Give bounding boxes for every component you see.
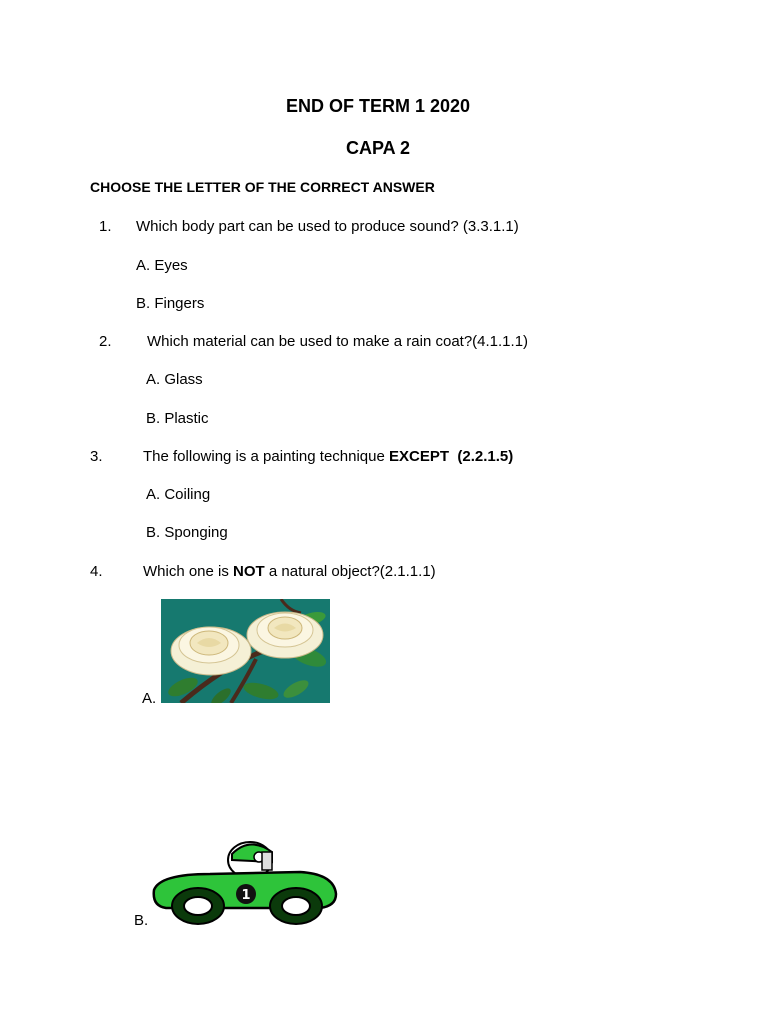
question-text: Which material can be used to make a rain coat?(4.1.1.1)	[147, 333, 529, 350]
roses-image	[161, 599, 330, 703]
question-text-part: a natural object?(2.1.1.1)	[264, 563, 436, 580]
race-car-image	[150, 838, 338, 926]
question-number: 4.	[90, 563, 103, 580]
option-a: A. Coiling	[146, 486, 211, 503]
emphasis-not: NOT	[233, 563, 265, 580]
option-a: A. Eyes	[136, 257, 188, 274]
page-title: END OF TERM 1 2020	[285, 96, 471, 116]
question-text	[143, 448, 513, 465]
page-subtitle: CAPA 2	[345, 138, 410, 158]
option-b: B.	[134, 912, 149, 929]
question-number: 1.	[99, 218, 112, 235]
wheel-rear	[270, 888, 322, 924]
question-text	[143, 563, 436, 580]
question-code: (2.2.1.5)	[457, 448, 514, 465]
question-number: 2.	[99, 333, 112, 350]
question-text-part: Which one is	[143, 563, 234, 580]
rose-left	[171, 627, 251, 675]
instructions-heading: CHOOSE THE LETTER OF THE CORRECT ANSWER	[90, 179, 435, 195]
option-b: B. Plastic	[146, 410, 209, 427]
wheel-front	[172, 888, 224, 924]
svg-text:1: 1	[241, 888, 251, 903]
emphasis-except: EXCEPT	[389, 448, 450, 465]
question-text: Which body part can be used to produce sound? (3.3.1.1)	[136, 218, 519, 235]
rose-right	[247, 612, 323, 658]
question-number: 3.	[90, 448, 103, 465]
question-text-part: The following is a painting technique	[143, 448, 389, 465]
option-b: B. Sponging	[146, 524, 228, 541]
option-b: B. Fingers	[136, 295, 205, 312]
option-a: A. Glass	[146, 371, 203, 388]
option-a: A.	[142, 690, 157, 707]
